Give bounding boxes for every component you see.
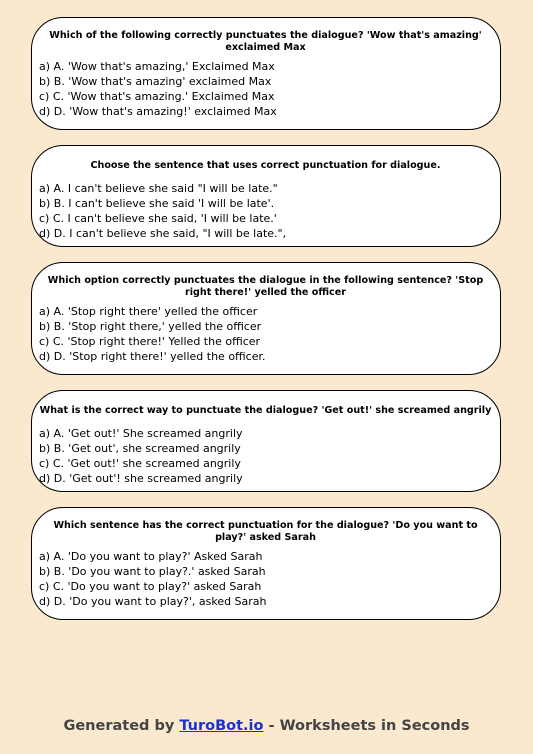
footer-prefix: Generated by: [63, 718, 180, 734]
answer-option-c: c) C. 'Wow that's amazing.' Exclaimed Max: [39, 90, 275, 103]
answer-option-d: d) D. 'Get out'! she screamed angrily: [39, 471, 243, 485]
answer-option-b: b) B. I can't believe she said 'I will be late'.: [39, 196, 275, 210]
footer-suffix: - Worksheets in Seconds: [263, 718, 470, 734]
answer-option-b: b) B. 'Stop right there,' yelled the officer: [39, 320, 262, 333]
question-text: Choose the sentence that uses correct punctuation for dialogue.: [90, 160, 441, 171]
question-card-1: [31, 17, 501, 130]
answer-option-c: c) C. I can't believe she said, 'I will be late.': [39, 211, 277, 225]
answer-option-d: d) D. 'Stop right there!' yelled the officer.: [39, 350, 266, 363]
question-text: Which option correctly punctuates the dialogue in the following sentence? 'Stop right there!' yelled the officer: [47, 275, 484, 298]
answer-option-c: c) C. 'Do you want to play?' asked Sarah: [39, 580, 262, 593]
question-card-4: [31, 390, 501, 492]
turobot-link[interactable]: TuroBot.io: [179, 718, 264, 734]
answer-option-d: d) D. 'Wow that's amazing!' exclaimed Max: [39, 105, 277, 118]
answer-option-a: a) A. 'Stop right there' yelled the officer: [39, 305, 258, 318]
answer-option-c: c) C. 'Get out!' she screamed angrily: [39, 456, 241, 470]
question-card-3: [31, 262, 501, 375]
answer-option-b: b) B. 'Get out', she screamed angrily: [39, 441, 241, 455]
answer-option-d: d) D. 'Do you want to play?', asked Sarah: [39, 595, 267, 608]
answer-option-a: a) A. I can't believe she said "I will be late.": [39, 181, 278, 195]
answer-option-b: b) B. 'Do you want to play?.' asked Sarah: [39, 565, 266, 578]
footer: [0, 718, 533, 734]
answer-option-a: a) A. 'Get out!' She screamed angrily: [39, 426, 243, 440]
question-text: What is the correct way to punctuate the dialogue? 'Get out!' she screamed angrily: [39, 405, 492, 416]
answer-option-c: c) C. 'Stop right there!' Yelled the officer: [39, 335, 261, 348]
answer-option-a: a) A. 'Do you want to play?' Asked Sarah: [39, 550, 263, 563]
answer-option-d: d) D. I can't believe she said, "I will be late.",: [39, 226, 287, 240]
answer-option-a: a) A. 'Wow that's amazing,' Exclaimed Max: [39, 60, 275, 73]
question-text: Which of the following correctly punctuates the dialogue? 'Wow that's amazing' exclaimed Max: [49, 30, 482, 53]
answer-option-b: b) B. 'Wow that's amazing' exclaimed Max: [39, 75, 272, 88]
question-card-2: [31, 145, 501, 247]
question-text: Which sentence has the correct punctuation for the dialogue? 'Do you want to play?' asked Sarah: [53, 520, 478, 543]
question-card-5: [31, 507, 501, 620]
